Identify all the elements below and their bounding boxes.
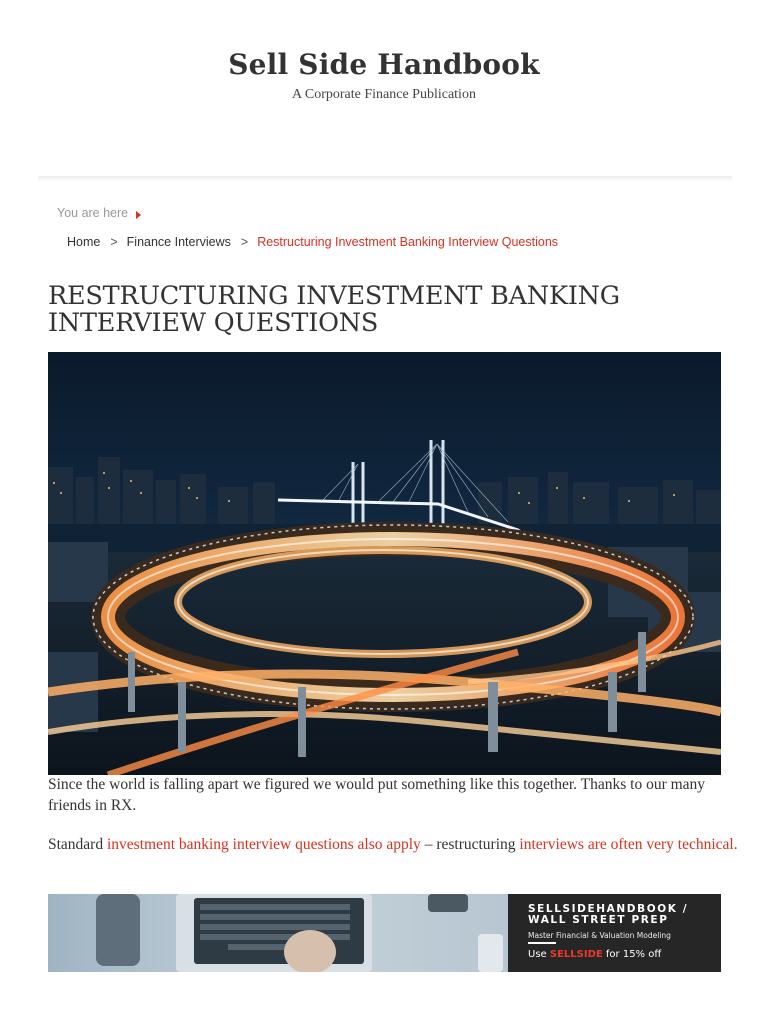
banner-title [528, 904, 688, 926]
banner-title-line-1: SELLSIDEHANDBOOK / [528, 903, 689, 915]
banner-rule [528, 942, 556, 944]
banner-cta-suffix: for 15% off [602, 949, 662, 960]
banner-cta-prefix: Use [528, 949, 550, 960]
wall-street-prep-ad-banner[interactable] [48, 894, 721, 972]
article-paragraph-2 [48, 834, 738, 855]
site-header [0, 0, 768, 176]
breadcrumb-separator: > [240, 235, 249, 249]
banner-title-line-2: WALL STREET PREP [528, 914, 669, 926]
hero-image [48, 352, 721, 775]
breadcrumb-finance-interviews-link[interactable]: Finance Interviews [126, 235, 231, 249]
caret-right-icon [136, 211, 141, 219]
header-divider [38, 176, 732, 182]
laptop-photo [48, 894, 508, 972]
p2-text-1: Standard [48, 836, 107, 853]
page-title: RESTRUCTURING INVESTMENT BANKING INTERVIEW QUESTIONS [48, 281, 620, 338]
article-intro: Since the world is falling apart we figured we would put something like this together. Thanks to our many friends in RX. [48, 776, 706, 814]
breadcrumb-home-link[interactable]: Home [67, 235, 101, 249]
breadcrumb [67, 235, 558, 249]
you-are-here-label [57, 206, 141, 220]
p2-text-2: – restructuring [420, 836, 520, 853]
banner-cta [528, 949, 661, 960]
site-tagline: A Corporate Finance Publication [292, 87, 476, 102]
technical-interviews-link[interactable]: interviews are often very technical. [519, 836, 738, 853]
ib-questions-link[interactable]: investment banking interview questions also apply [106, 836, 421, 853]
banner-subtitle: Master Financial & Valuation Modeling [528, 931, 671, 940]
breadcrumb-current-page: Restructuring Investment Banking Interview Questions [257, 235, 559, 249]
banner-dark-panel [508, 894, 721, 972]
you-are-here-text: You are here [57, 206, 129, 220]
site-title[interactable]: Sell Side Handbook [228, 48, 540, 81]
banner-promo-code: SELLSIDE [549, 949, 603, 960]
breadcrumb-separator: > [110, 235, 118, 249]
